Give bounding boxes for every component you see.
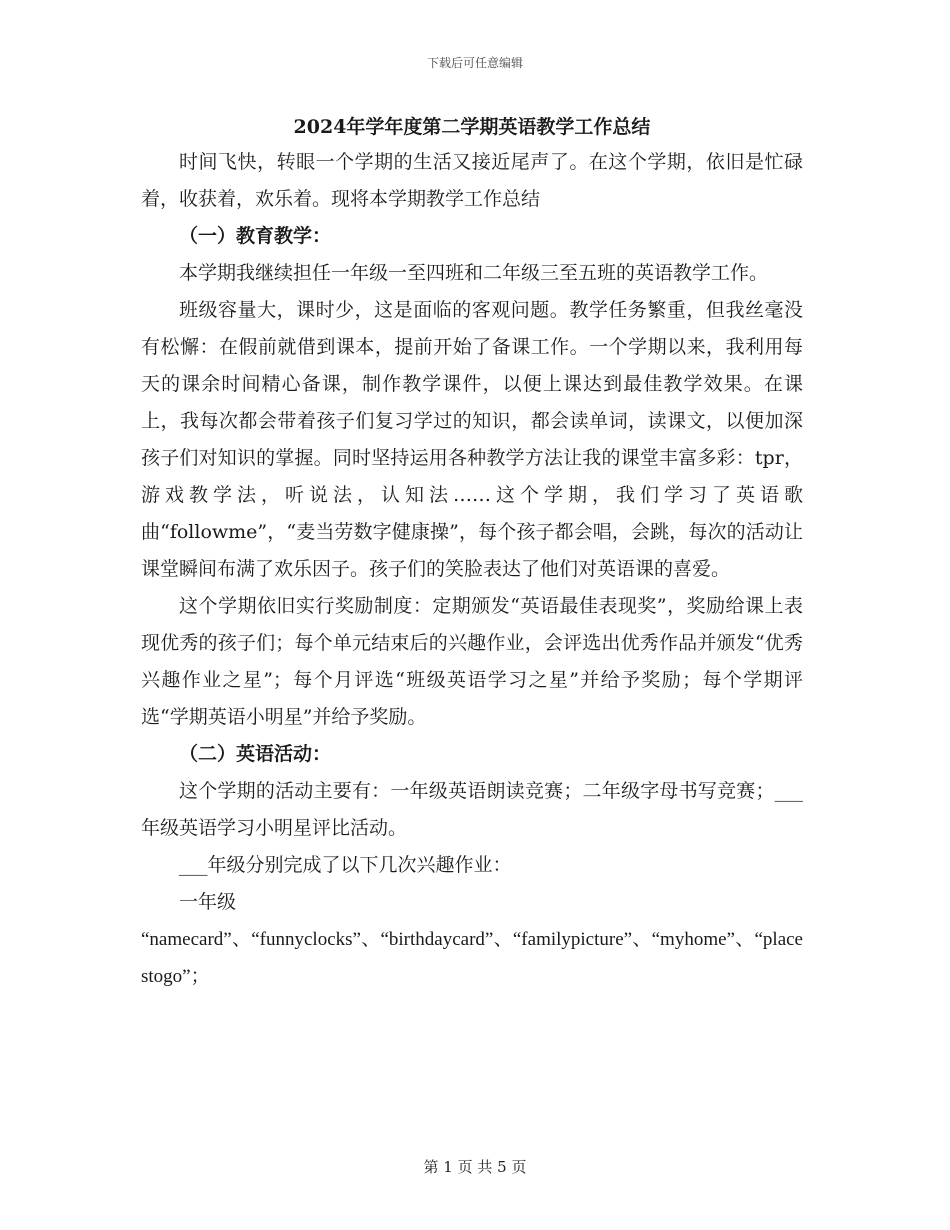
document-body — [141, 112, 803, 995]
paragraph-methods: 班级容量大，课时少，这是面临的客观问题。教学任务繁重，但我丝毫没有松懈：在假前就借到课本，提前开始了备课工作。一个学期以来，我利用每天的课余时间精心备课，制作教学课件，以便上课达到最佳教学效果。在课上，我每次都会带着孩子们复习学过的知识，都会读单词，读课文，以便加深孩子们对知识的掌握。同时坚持运用各种教学方法让我的课堂丰富多彩：tpr，游戏教学法，听说法，认知法……这个学期，我们学习了英语歌曲“followme”，“麦当劳数字健康操”，每个孩子都会唱，会跳，每次的活动让课堂瞬间布满了欢乐因子。孩子们的笑脸表达了他们对英语课的喜爱。 — [141, 299, 803, 580]
paragraph-intro: 时间飞快，转眼一个学期的生活又接近尾声了。在这个学期，依旧是忙碌着，收获着，欢乐着。现将本学期教学工作总结 — [141, 151, 803, 210]
page-number: 第 1 页 共 5 页 — [423, 1158, 527, 1176]
document-title: 2024年学年度第二学期英语教学工作总结 — [293, 116, 651, 138]
section-heading-activities: （二）英语活动： — [179, 743, 332, 765]
paragraph-activities: 这个学期的活动主要有：一年级英语朗读竞赛；二年级字母书写竞赛；___年级英语学习小明星评比活动。 — [141, 780, 803, 839]
section-heading-teaching: （一）教育教学： — [179, 225, 332, 247]
paragraph-classes: 本学期我继续担任一年级一至四班和二年级三至五班的英语教学工作。 — [179, 262, 769, 284]
paragraph-grade-one: 一年级 — [179, 891, 237, 913]
paragraph-rewards: 这个学期依旧实行奖励制度：定期颁发“英语最佳表现奖”，奖励给课上表现优秀的孩子们；每个单元结束后的兴趣作业，会评选出优秀作品并颁发“优秀兴趣作业之星”；每个月评选“班级英语学习之星”并给予奖励；每个学期评选“学期英语小明星”并给予奖励。 — [141, 595, 803, 728]
header-note: 下载后可任意编辑 — [426, 56, 523, 70]
paragraph-homework-intro: ___年级分别完成了以下几次兴趣作业： — [179, 854, 512, 876]
paragraph-homework-list: “namecard”、“funnyclocks”、“birthdaycard”、“familypicture”、“myhome”、“placestogo”； — [141, 929, 803, 987]
